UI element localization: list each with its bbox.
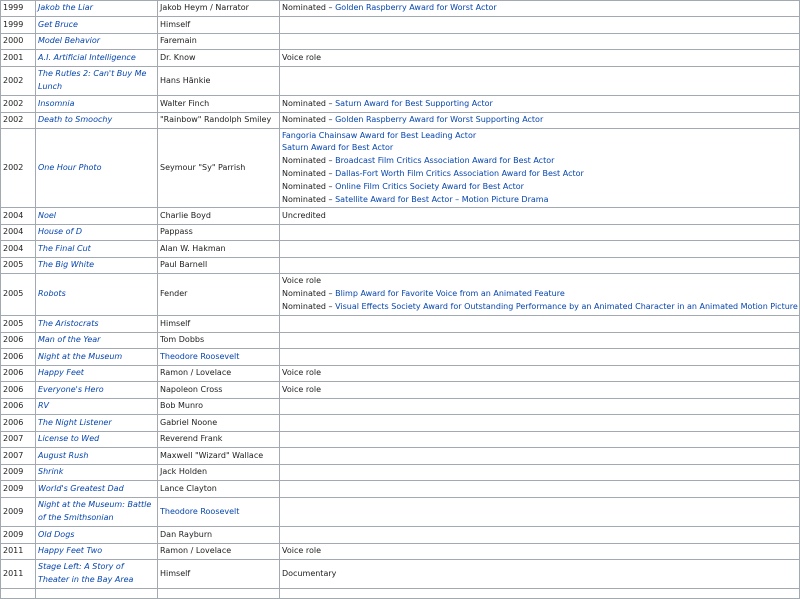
notes-cell	[280, 544, 800, 560]
film-title-link[interactable]: Noel	[38, 210, 57, 220]
note-line	[282, 367, 797, 380]
film-title-link[interactable]: Stage Left: A Story of Theater in the Bay Area	[38, 562, 134, 584]
notes-cell	[280, 1, 800, 17]
title-cell	[36, 560, 158, 589]
year-cell: 2002	[1, 67, 36, 96]
notes-cell	[280, 498, 800, 527]
film-title-link[interactable]: House of D	[38, 227, 83, 237]
table-row	[1, 481, 800, 498]
role-text: Seymour "Sy" Parrish	[160, 162, 246, 172]
note-line	[282, 98, 797, 111]
film-title-link[interactable]: The Rutles 2: Can't Buy Me Lunch	[38, 69, 147, 91]
notes-cell	[280, 225, 800, 241]
role-text: Gabriel Noone	[160, 417, 218, 427]
note-text: Voice role	[282, 384, 321, 394]
film-title-link[interactable]: Insomnia	[38, 98, 75, 108]
role-text: Ramon / Lovelace	[160, 546, 232, 556]
role-cell	[158, 527, 280, 544]
role-cell	[158, 333, 280, 349]
title-cell	[36, 415, 158, 432]
notes-cell	[280, 560, 800, 589]
note-prefix: Nominated –	[282, 115, 336, 125]
notes-cell	[280, 349, 800, 366]
film-title-link[interactable]: Death to Smoochy	[38, 115, 113, 125]
notes-cell	[280, 366, 800, 382]
notes-cell	[280, 208, 800, 225]
year-cell: 2004	[1, 208, 36, 225]
role-text: Hans Hänkie	[160, 75, 211, 85]
note-prefix: Nominated –	[282, 301, 336, 311]
note-text: Voice role	[282, 546, 321, 556]
note-text: Uncredited	[282, 210, 326, 220]
film-title-link[interactable]: Get Bruce	[38, 19, 78, 29]
role-cell	[158, 113, 280, 129]
table-row	[1, 527, 800, 544]
year-cell: 2005	[1, 258, 36, 274]
note-text: Voice role	[282, 368, 321, 378]
note-line	[282, 545, 797, 558]
title-cell	[36, 1, 158, 17]
notes-cell	[280, 481, 800, 498]
role-cell	[158, 432, 280, 448]
role-text: Fender	[160, 289, 188, 299]
film-title-link[interactable]: Happy Feet	[38, 368, 84, 378]
film-title-link[interactable]: One Hour Photo	[38, 162, 102, 172]
film-title-link[interactable]: The Aristocrats	[38, 318, 99, 328]
note-prefix: Nominated –	[282, 289, 336, 299]
role-text: Jakob Heym / Narrator	[160, 3, 249, 13]
table-row	[1, 382, 800, 399]
year-cell: 2007	[1, 432, 36, 448]
role-text: Jack Holden	[160, 467, 208, 477]
table-row	[1, 415, 800, 432]
notes-cell	[280, 589, 800, 599]
title-cell	[36, 527, 158, 544]
year-cell: 2002	[1, 96, 36, 113]
title-cell	[36, 241, 158, 258]
year-cell: 2011	[1, 544, 36, 560]
role-cell	[158, 349, 280, 366]
role-cell	[158, 1, 280, 17]
note-prefix: Nominated –	[282, 194, 336, 204]
table-row	[1, 560, 800, 589]
role-link[interactable]: Theodore Roosevelt	[160, 506, 240, 516]
title-cell	[36, 544, 158, 560]
year-cell: 2004	[1, 241, 36, 258]
table-row	[1, 113, 800, 129]
film-title-link[interactable]: License to Wed	[38, 434, 100, 444]
role-text: Charlie Boyd	[160, 210, 211, 220]
notes-cell	[280, 17, 800, 34]
role-text: Reverend Frank	[160, 434, 223, 444]
notes-cell	[280, 333, 800, 349]
award-link[interactable]: Golden Raspberry Award for Worst Actor	[335, 3, 497, 13]
award-link[interactable]: Online Film Critics Society Award for Best Actor	[335, 181, 524, 191]
role-link[interactable]: Theodore Roosevelt	[160, 351, 240, 361]
role-text: Dr. Know	[160, 52, 196, 62]
year-cell: 2006	[1, 366, 36, 382]
table-row	[1, 258, 800, 274]
role-cell	[158, 589, 280, 599]
note-text: Voice role	[282, 52, 321, 62]
notes-cell	[280, 316, 800, 333]
year-cell	[1, 589, 36, 599]
film-title-link[interactable]: Night at the Museum	[38, 351, 123, 361]
note-line	[282, 194, 797, 207]
table-row	[1, 67, 800, 96]
role-cell	[158, 316, 280, 333]
table-row	[1, 241, 800, 258]
role-cell	[158, 481, 280, 498]
title-cell	[36, 17, 158, 34]
notes-cell	[280, 382, 800, 399]
year-cell: 2005	[1, 316, 36, 333]
role-cell	[158, 241, 280, 258]
role-cell	[158, 67, 280, 96]
award-link[interactable]: Golden Raspberry Award for Worst Supporting Actor	[335, 115, 544, 125]
role-cell	[158, 382, 280, 399]
year-cell: 2005	[1, 274, 36, 316]
table-row	[1, 316, 800, 333]
title-cell	[36, 96, 158, 113]
notes-cell	[280, 274, 800, 316]
role-text: Faremain	[160, 36, 197, 46]
note-line	[282, 155, 797, 168]
film-title-link[interactable]: Everyone's Hero	[38, 384, 104, 394]
note-line	[282, 275, 797, 288]
note-line	[282, 52, 797, 65]
award-link[interactable]: Broadcast Film Critics Association Award for Best Actor	[335, 156, 555, 166]
title-cell	[36, 316, 158, 333]
year-cell: 2002	[1, 129, 36, 208]
notes-cell	[280, 465, 800, 481]
title-cell	[36, 274, 158, 316]
table-row	[1, 1, 800, 17]
note-prefix: Nominated –	[282, 3, 336, 13]
year-cell: 2006	[1, 399, 36, 415]
table-row	[1, 589, 800, 599]
table-row	[1, 349, 800, 366]
role-text: Tom Dobbs	[160, 335, 205, 345]
note-line	[282, 142, 797, 155]
role-cell	[158, 544, 280, 560]
award-link[interactable]: Saturn Award for Best Supporting Actor	[335, 98, 493, 108]
title-cell	[36, 589, 158, 599]
notes-cell	[280, 67, 800, 96]
title-cell	[36, 113, 158, 129]
title-cell	[36, 382, 158, 399]
title-cell	[36, 481, 158, 498]
note-line	[282, 2, 797, 15]
note-text: Documentary	[282, 568, 337, 578]
note-line	[282, 301, 797, 314]
year-cell: 2006	[1, 349, 36, 366]
year-cell: 2009	[1, 465, 36, 481]
year-cell: 2009	[1, 527, 36, 544]
title-cell	[36, 349, 158, 366]
role-text: Walter Finch	[160, 98, 210, 108]
title-cell	[36, 448, 158, 465]
year-cell: 2007	[1, 448, 36, 465]
role-text: Maxwell "Wizard" Wallace	[160, 450, 264, 460]
notes-cell	[280, 432, 800, 448]
film-title-link[interactable]: Man of the Year	[38, 335, 101, 345]
year-cell: 2006	[1, 382, 36, 399]
role-cell	[158, 258, 280, 274]
film-title-link[interactable]: World's Greatest Dad	[38, 483, 124, 493]
film-title-link[interactable]: Model Behavior	[38, 36, 101, 46]
role-cell	[158, 448, 280, 465]
role-text: Himself	[160, 318, 191, 328]
award-link[interactable]: Saturn Award for Best Actor	[282, 143, 394, 153]
table-row	[1, 448, 800, 465]
role-text: Paul Barnell	[160, 260, 208, 270]
year-cell: 1999	[1, 17, 36, 34]
award-link[interactable]: Fangoria Chainsaw Award for Best Leading Actor	[282, 130, 477, 140]
title-cell	[36, 208, 158, 225]
title-cell	[36, 465, 158, 481]
film-title-link[interactable]: Shrink	[38, 467, 64, 477]
film-title-link[interactable]: A.I. Artificial Intelligence	[38, 52, 136, 62]
notes-cell	[280, 113, 800, 129]
role-text: "Rainbow" Randolph Smiley	[160, 115, 272, 125]
year-cell: 1999	[1, 1, 36, 17]
year-cell: 2009	[1, 498, 36, 527]
role-cell	[158, 208, 280, 225]
year-cell: 2006	[1, 333, 36, 349]
film-title-link[interactable]: Old Dogs	[38, 529, 75, 539]
role-cell	[158, 34, 280, 50]
award-link[interactable]: Visual Effects Society Award for Outstanding Performance by an Animated Character in an Animated Motion Picture	[335, 301, 798, 311]
role-cell	[158, 96, 280, 113]
note-line	[282, 210, 797, 223]
notes-cell	[280, 50, 800, 67]
role-text: Himself	[160, 568, 191, 578]
film-title-link[interactable]: Night at the Museum: Battle of the Smithsonian	[38, 500, 152, 522]
award-link[interactable]: Dallas-Fort Worth Film Critics Association Award for Best Actor	[335, 169, 584, 178]
title-cell	[36, 498, 158, 527]
title-cell	[36, 34, 158, 50]
role-text: Himself	[160, 19, 191, 29]
table-row	[1, 225, 800, 241]
note-prefix: Nominated –	[282, 98, 336, 108]
role-cell	[158, 17, 280, 34]
role-cell	[158, 465, 280, 481]
notes-cell	[280, 258, 800, 274]
notes-cell	[280, 399, 800, 415]
note-line	[282, 568, 797, 581]
award-link[interactable]: Blimp Award for Favorite Voice from an Animated Feature	[335, 289, 565, 299]
role-text: Alan W. Hakman	[160, 243, 226, 253]
notes-cell	[280, 129, 800, 208]
year-cell: 2006	[1, 415, 36, 432]
table-row	[1, 432, 800, 448]
notes-cell	[280, 527, 800, 544]
role-cell	[158, 560, 280, 589]
table-row	[1, 465, 800, 481]
note-prefix: Nominated –	[282, 169, 336, 178]
role-text: Pappass	[160, 227, 193, 237]
role-cell	[158, 225, 280, 241]
note-prefix: Nominated –	[282, 181, 336, 191]
table-row	[1, 274, 800, 316]
role-text: Ramon / Lovelace	[160, 368, 232, 378]
role-cell	[158, 366, 280, 382]
role-cell	[158, 498, 280, 527]
title-cell	[36, 399, 158, 415]
note-line	[282, 181, 797, 194]
table-row	[1, 96, 800, 113]
role-text: Napoleon Cross	[160, 384, 223, 394]
film-title-link[interactable]: Robots	[38, 289, 66, 299]
role-cell	[158, 50, 280, 67]
title-cell	[36, 50, 158, 67]
note-prefix: Nominated –	[282, 156, 336, 166]
film-title-link[interactable]: Happy Feet Two	[38, 546, 103, 556]
notes-cell	[280, 34, 800, 50]
title-cell	[36, 129, 158, 208]
filmography-body	[1, 1, 800, 599]
title-cell	[36, 432, 158, 448]
film-title-link[interactable]: Jakob the Liar	[38, 3, 93, 13]
film-title-link[interactable]: The Night Listener	[38, 417, 112, 427]
title-cell	[36, 366, 158, 382]
title-cell	[36, 258, 158, 274]
notes-cell	[280, 415, 800, 432]
table-row	[1, 50, 800, 67]
table-row	[1, 498, 800, 527]
role-cell	[158, 415, 280, 432]
role-text: Lance Clayton	[160, 483, 217, 493]
year-cell: 2004	[1, 225, 36, 241]
table-row	[1, 366, 800, 382]
note-line	[282, 384, 797, 397]
title-cell	[36, 67, 158, 96]
table-row	[1, 399, 800, 415]
title-cell	[36, 225, 158, 241]
notes-cell	[280, 241, 800, 258]
role-cell	[158, 399, 280, 415]
table-row	[1, 544, 800, 560]
table-row	[1, 333, 800, 349]
title-cell	[36, 333, 158, 349]
award-link[interactable]: Satellite Award for Best Actor – Motion Picture Drama	[335, 194, 549, 204]
role-text: Bob Munro	[160, 401, 204, 411]
film-title-link[interactable]: August Rush	[38, 450, 89, 460]
year-cell: 2000	[1, 34, 36, 50]
note-text: Voice role	[282, 276, 321, 286]
role-cell	[158, 274, 280, 316]
table-row	[1, 129, 800, 208]
note-line	[282, 130, 797, 143]
role-cell	[158, 129, 280, 208]
year-cell: 2011	[1, 560, 36, 589]
note-line	[282, 288, 797, 301]
table-row	[1, 17, 800, 34]
note-line	[282, 168, 797, 181]
film-title-link[interactable]: The Big White	[38, 260, 95, 270]
year-cell: 2009	[1, 481, 36, 498]
role-text: Dan Rayburn	[160, 529, 213, 539]
year-cell: 2001	[1, 50, 36, 67]
note-line	[282, 114, 797, 127]
table-row	[1, 208, 800, 225]
table-row	[1, 34, 800, 50]
film-title-link[interactable]: The Final Cut	[38, 243, 91, 253]
year-cell: 2002	[1, 113, 36, 129]
film-title-link[interactable]: RV	[38, 401, 50, 411]
notes-cell	[280, 96, 800, 113]
notes-cell	[280, 448, 800, 465]
